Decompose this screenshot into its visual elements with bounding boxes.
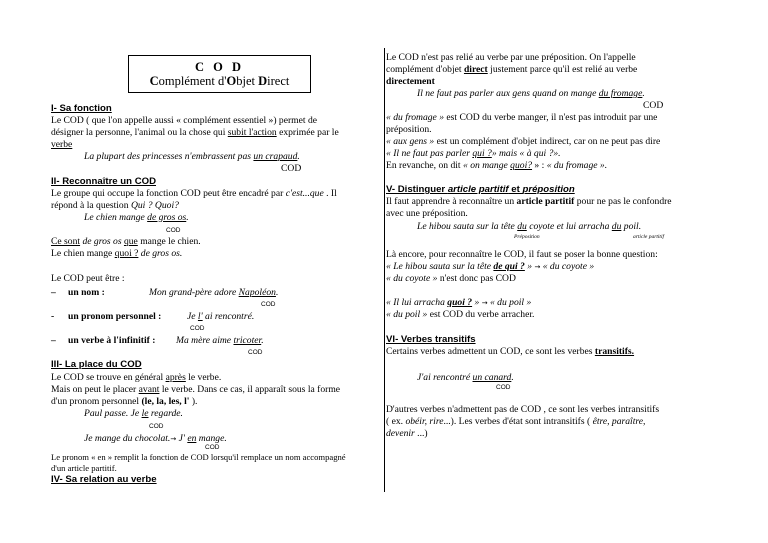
heading-relation: IV- Sa relation au verbe <box>51 474 157 485</box>
cod-label: COD <box>149 423 164 430</box>
text-line: Le COD peut être : <box>51 273 125 284</box>
text-line: Ce sont de gros os que mange le chien. <box>51 236 201 247</box>
example: Ma mère aime tricoter. <box>176 335 264 346</box>
example: La plupart des princesses n'embrassent pas un crapaud. <box>84 151 300 162</box>
text-line: complément d'objet direct justement parce qu'il est relié au verbe <box>386 64 638 75</box>
example: Il ne faut pas parler aux gens quand on mange du fromage. <box>417 88 645 99</box>
text-line: Il faut apprendre à reconnaître un article partitif pour ne pas le confondre <box>386 196 672 207</box>
text-line: En revanche, on dit « on mange quoi? » : « du fromage ». <box>386 160 608 171</box>
page-title: C O D <box>194 60 245 74</box>
text-line: « Le hibou sauta sur la tête de qui ? » → « du coyote » <box>386 261 595 272</box>
text-line: ( ex. obéir, rire...). Les verbes d'état sont intransitifs ( être, paraître, <box>386 416 646 427</box>
example: Je l' ai rencontré. <box>187 311 255 322</box>
text-line: désigner la personne, l'animal ou la chose qui subit l'action exprimée par le <box>51 127 339 138</box>
cod-label: COD <box>496 384 511 391</box>
note-line: Le pronom « en » remplit la fonction de COD lorsqu'il remplace un nom accompagné <box>51 452 346 462</box>
cod-label: COD <box>261 301 276 308</box>
cod-label: COD <box>166 227 181 234</box>
heading-place: III- La place du COD <box>51 359 142 370</box>
text-line: Certains verbes admettent un COD, ce sont les verbes transitifs. <box>386 346 635 357</box>
text-line: Le chien mange quoi ? de gros os. <box>51 248 183 259</box>
heading-reconnaitre: II- Reconnaître un COD <box>51 176 157 187</box>
text-line: préposition. <box>386 124 432 135</box>
text-line: Mais on peut le placer avant le verbe. Dans ce cas, il apparaît sous la forme <box>51 384 341 395</box>
heading-fonction: I- Sa fonction <box>51 103 112 114</box>
title-box <box>128 55 311 93</box>
page-subtitle: Complément d'Objet Direct <box>149 74 290 88</box>
cod-label: COD <box>643 100 664 111</box>
partitive-label: article partitif <box>633 234 665 240</box>
text-line: « Il ne faut pas parler qui ?» mais « à qui ?». <box>386 148 561 159</box>
example: J'ai rencontré un canard. <box>417 372 514 383</box>
text-line: « du poil » est COD du verbe arracher. <box>386 309 535 320</box>
text-line: Le COD n'est pas relié au verbe par une préposition. On l'appelle <box>386 52 636 63</box>
list-dash: – <box>51 335 56 346</box>
list-label: un pronom personnel : <box>68 311 162 322</box>
cod-label: COD <box>248 349 263 356</box>
cod-label: COD <box>281 163 302 174</box>
text-line: Le COD ( que l'on appelle aussi « complément essentiel ») permet de <box>51 115 318 126</box>
heading-distinguer: V- Distinguer article partitif et préposition <box>386 184 575 195</box>
example: Le chien mange de gros os. <box>84 212 189 223</box>
arrow-icon: → <box>481 299 488 307</box>
text-line: « du fromage » est COD du verbe manger, il n'est pas introduit par une <box>386 112 658 123</box>
list-label: un nom : <box>68 287 105 298</box>
arrow-icon: → <box>534 263 541 271</box>
list-label: un verbe à l'infinitif : <box>68 335 156 346</box>
text-line: Le groupe qui occupe la fonction COD peut être encadré par c'est...que . Il <box>51 188 337 199</box>
note-line: d'un article partitif. <box>51 463 117 473</box>
cod-label: COD <box>190 325 205 332</box>
text-line: verbe <box>51 139 73 150</box>
example: Le hibou sauta sur la tête du coyote et lui arracha du poil. <box>417 221 642 232</box>
text-line: répond à la question Qui ? Quoi? <box>51 200 179 211</box>
example: Mon grand-père adore Napoléon. <box>149 287 279 298</box>
text-line: d'un pronom personnel (le, la, les, l' ). <box>51 396 198 407</box>
text-line: Le COD se trouve en général après le verbe. <box>51 372 222 383</box>
list-dash: - <box>51 311 55 322</box>
text-line: « aux gens » est un complément d'objet indirect, car on ne peut pas dire <box>386 136 661 147</box>
arrow-icon: → <box>170 435 177 443</box>
column-divider <box>384 48 385 492</box>
cod-label: COD <box>205 444 220 451</box>
text-line: « Il lui arracha quoi ? » → « du poil » <box>386 297 532 308</box>
text-line: « du coyote » n'est donc pas COD <box>386 273 516 284</box>
text-line: D'autres verbes n'admettent pas de COD , ce sont les verbes intransitifs <box>386 404 660 415</box>
example: Je mange du chocolat.→ J' en mange. <box>84 433 227 444</box>
example: Paul passe. Je le regarde. <box>84 408 183 419</box>
text-line: directement <box>386 76 435 87</box>
preposition-label: Préposition <box>514 234 540 240</box>
text-line: avec une préposition. <box>386 208 468 219</box>
text-line: Là encore, pour reconnaître le COD, il faut se poser la bonne question: <box>386 249 658 260</box>
list-dash: – <box>51 287 56 298</box>
text-line: devenir ...) <box>386 428 428 439</box>
heading-transitifs: VI- Verbes transitifs <box>386 334 476 345</box>
